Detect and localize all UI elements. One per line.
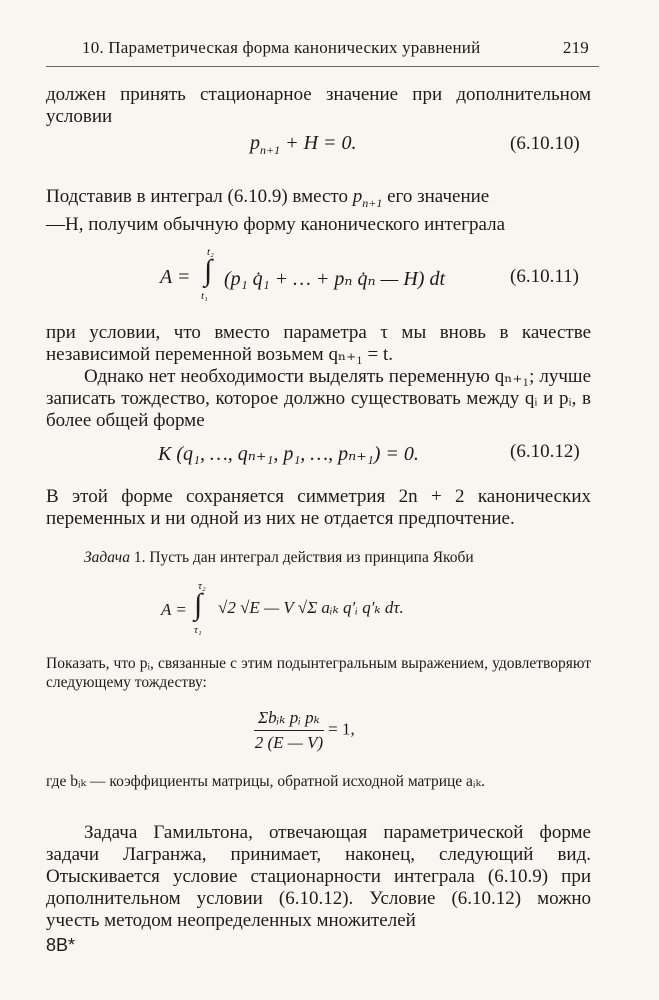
task-statement: Задача 1. Пусть дан интеграл действия из принципа Якоби	[84, 549, 474, 566]
integral-upper-limit: t₂	[207, 246, 214, 258]
equation-6-10-12: K (q₁, …, qₙ₊₁, p₁, …, pₙ₊₁) = 0.	[158, 443, 419, 465]
page-number: 219	[562, 38, 589, 57]
task-where-text: где bᵢₖ — коэффициенты матрицы, обратной исходной матрице aᵢₖ.	[46, 773, 485, 790]
equation-number-6-10-11: (6.10.11)	[510, 266, 579, 287]
equation-6-10-11: (p₁ q̇₁ + … + pₙ q̇ₙ — H) dt	[224, 268, 445, 290]
paragraph-6: Задача Гамильтона, отвечающая параметрической форме задачи Лагранжа, принимает, наконец, следующий вид. Отыскивается условие стационарности интеграла (6.10.9) при дополнительном условии (6.10.12). Условие (6.10.12) можно учесть методом неопределенных множителей	[46, 822, 591, 931]
task-label: Задача	[84, 549, 130, 566]
task-integral-lower: τ₁	[194, 624, 202, 636]
paragraph-1: должен принять стационарное значение при дополнительном условии	[46, 84, 591, 127]
header-title: 10. Параметрическая форма канонических уравнений	[82, 38, 481, 57]
paragraph-4: Однако нет необходимости выделять переменную qₙ₊₁; лучше записать тождество, которое должно существовать между qᵢ и pᵢ, в более общей форме	[46, 366, 591, 431]
equation-number-6-10-12: (6.10.12)	[510, 441, 580, 462]
running-header	[82, 38, 589, 58]
task-show-text: Показать, что pᵢ, связанные с этим подынтегральным выражением, удовлетворяют следующему тождеству:	[46, 655, 591, 691]
integral-lower-limit: t₁	[201, 290, 208, 302]
task-formula: √2 √E — V √Σ aᵢₖ q′ᵢ q′ₖ dτ.	[218, 598, 404, 617]
integral-sign: ∫	[204, 254, 213, 287]
header-rule	[46, 66, 599, 67]
equation-6-10-10: $p_{n+1} + H = 0$.	[250, 132, 357, 157]
task-integral-upper: τ₂	[198, 580, 206, 592]
task-integral-sign: ∫	[194, 588, 203, 621]
task-identity: $\frac{\text{Σbᵢₖ pᵢ pₖ}}{2 (E — V)}$ = 1,	[254, 708, 355, 752]
task-formula-lhs: A =	[161, 600, 187, 619]
equation-6-10-11-lhs: A =	[160, 266, 191, 288]
equation-number-6-10-10: (6.10.10)	[510, 133, 580, 154]
printer-signature: 8B*	[46, 935, 76, 955]
paragraph-2: Подставив в интеграл (6.10.9) вместо $p_{n+1}$ его значение —H, получим обычную форму канонического интеграла	[46, 186, 506, 235]
paragraph-3: при условии, что вместо параметра τ мы вновь в качестве независимой переменной возьмем qₙ₊₁ = t.	[46, 322, 591, 365]
paragraph-5: В этой форме сохраняется симметрия 2n + 2 канонических переменных и ни одной из них не отдается предпочтение.	[46, 486, 591, 529]
